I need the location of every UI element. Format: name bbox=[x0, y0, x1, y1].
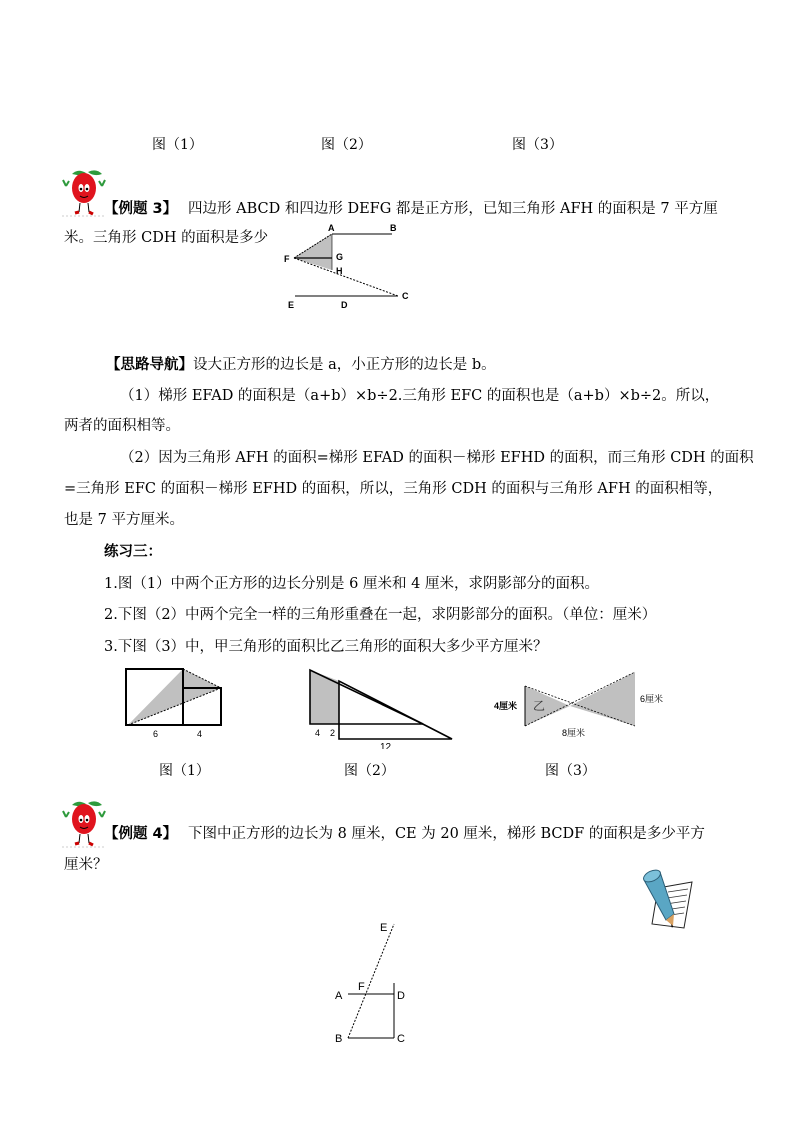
figure-shape bbox=[88, 170, 102, 175]
label-6cm: 6厘米 bbox=[640, 694, 664, 704]
label-a: A bbox=[335, 990, 343, 1002]
figure-shape bbox=[79, 834, 80, 843]
caption-practice-fig1: 图（1） bbox=[159, 763, 210, 779]
figure-shape bbox=[88, 801, 102, 806]
practice-item-1: 1.图（1）中两个正方形的边长分别是 6 厘米和 4 厘米，求阴影部分的面积。 bbox=[104, 576, 599, 592]
label-e: E bbox=[380, 922, 388, 934]
caption-practice-fig2: 图（2） bbox=[344, 763, 395, 779]
figure-shape bbox=[63, 811, 69, 817]
figure-shape bbox=[89, 843, 93, 845]
label-c: C bbox=[397, 1033, 405, 1045]
apple-mascot-icon bbox=[58, 797, 110, 849]
figure-shape bbox=[86, 188, 89, 191]
figure-shape bbox=[72, 173, 96, 203]
label-g: G bbox=[336, 252, 344, 262]
triangle-2 bbox=[339, 681, 452, 739]
practice-title: 练习三： bbox=[104, 544, 162, 560]
figure-shape bbox=[80, 188, 83, 191]
example4-text-line1: 下图中正方形的边长为 8 厘米，CE 为 20 厘米，梯形 BCDF 的面积是多少平方 bbox=[188, 826, 705, 842]
example3-title: 【例题 3】 bbox=[104, 201, 178, 217]
figure-shape bbox=[99, 811, 105, 817]
shaded-trapezoid bbox=[310, 670, 339, 724]
label-4: 4 bbox=[315, 728, 321, 738]
caption-fig1-top: 图（1） bbox=[152, 137, 203, 153]
label-a: A bbox=[328, 223, 335, 233]
figure-shape bbox=[99, 180, 105, 186]
line-be bbox=[348, 924, 394, 1038]
label-2: 2 bbox=[330, 728, 336, 738]
figure-shape bbox=[63, 180, 69, 186]
example3-text-line2: 米。三角形 CDH 的面积是多少 bbox=[64, 230, 269, 246]
hint-line-intro bbox=[106, 353, 496, 374]
figure-shape bbox=[89, 212, 93, 214]
label-e: E bbox=[288, 300, 295, 310]
practice-item-2: 2.下图（2）中两个完全一样的三角形重叠在一起，求阴影部分的面积。（单位：厘米） bbox=[104, 607, 657, 623]
hint-p2-line2: =三角形 EFC 的面积－梯形 EFHD 的面积，所以，三角形 CDH 的面积与三角形 AFH 的面积相等， bbox=[64, 481, 723, 497]
label-d: D bbox=[397, 990, 405, 1002]
shaded-triangle-afh bbox=[294, 234, 332, 270]
example4-figure bbox=[330, 918, 420, 1048]
hint-p1-line2: 两者的面积相等。 bbox=[64, 418, 180, 434]
practice-item-3: 3.下图（3）中，甲三角形的面积比乙三角形的面积大多少平方厘米？ bbox=[104, 639, 548, 655]
pencil-paper-icon bbox=[632, 866, 702, 932]
label-12: 12 bbox=[380, 742, 392, 749]
figure-shape bbox=[72, 804, 96, 834]
caption-practice-fig3: 图（3） bbox=[545, 763, 596, 779]
label-4: 4 bbox=[197, 729, 203, 739]
figure-shape bbox=[80, 819, 83, 822]
figure-shape bbox=[75, 212, 79, 213]
triangle-yi bbox=[525, 686, 570, 726]
practice-figure-2 bbox=[305, 664, 455, 749]
line-fc bbox=[294, 258, 398, 296]
figure-shape bbox=[86, 819, 89, 822]
hint-p2-line3: 也是 7 平方厘米。 bbox=[64, 512, 184, 528]
apple-mascot-icon bbox=[58, 166, 110, 218]
example3-text-line1: 四边形 ABCD 和四边形 DEFG 都是正方形，已知三角形 AFH 的面积是 7 平方厘 bbox=[188, 201, 718, 217]
label-8cm: 8厘米 bbox=[562, 728, 586, 738]
label-b: B bbox=[390, 223, 397, 233]
label-h: H bbox=[336, 266, 343, 276]
example4-title: 【例题 4】 bbox=[104, 826, 178, 842]
caption-fig2-top: 图（2） bbox=[321, 137, 372, 153]
hint-title: 【思路导航】 bbox=[106, 357, 193, 373]
shaded-triangle bbox=[128, 669, 221, 725]
label-f: F bbox=[358, 981, 365, 993]
practice-figure-3 bbox=[490, 664, 680, 744]
hint-p2-line1: （2）因为三角形 AFH 的面积=梯形 EFAD 的面积－梯形 EFHD 的面积，而三角形 CDH 的面积 bbox=[120, 450, 754, 466]
label-yi: 乙 bbox=[533, 699, 546, 713]
label-4cm: 4厘米 bbox=[494, 701, 518, 711]
hint-intro: 设大正方形的边长是 a，小正方形的边长是 b。 bbox=[193, 357, 496, 373]
figure-shape bbox=[88, 834, 89, 843]
label-b: B bbox=[335, 1033, 343, 1045]
caption-fig3-top: 图（3） bbox=[512, 137, 563, 153]
figure-shape bbox=[75, 843, 79, 844]
practice-figure-1 bbox=[120, 664, 230, 744]
label-c: C bbox=[402, 291, 409, 301]
figure-shape bbox=[88, 203, 89, 212]
label-f: F bbox=[284, 254, 290, 264]
example4-text-line2: 厘米？ bbox=[64, 857, 108, 873]
label-6: 6 bbox=[153, 729, 159, 739]
label-d: D bbox=[341, 300, 348, 310]
example3-figure bbox=[280, 218, 420, 313]
figure-shape bbox=[79, 203, 80, 212]
hint-p1-line1: （1）梯形 EFAD 的面积是（a+b）×b÷2.三角形 EFC 的面积也是（a+b）×b÷2。所以， bbox=[120, 388, 720, 404]
